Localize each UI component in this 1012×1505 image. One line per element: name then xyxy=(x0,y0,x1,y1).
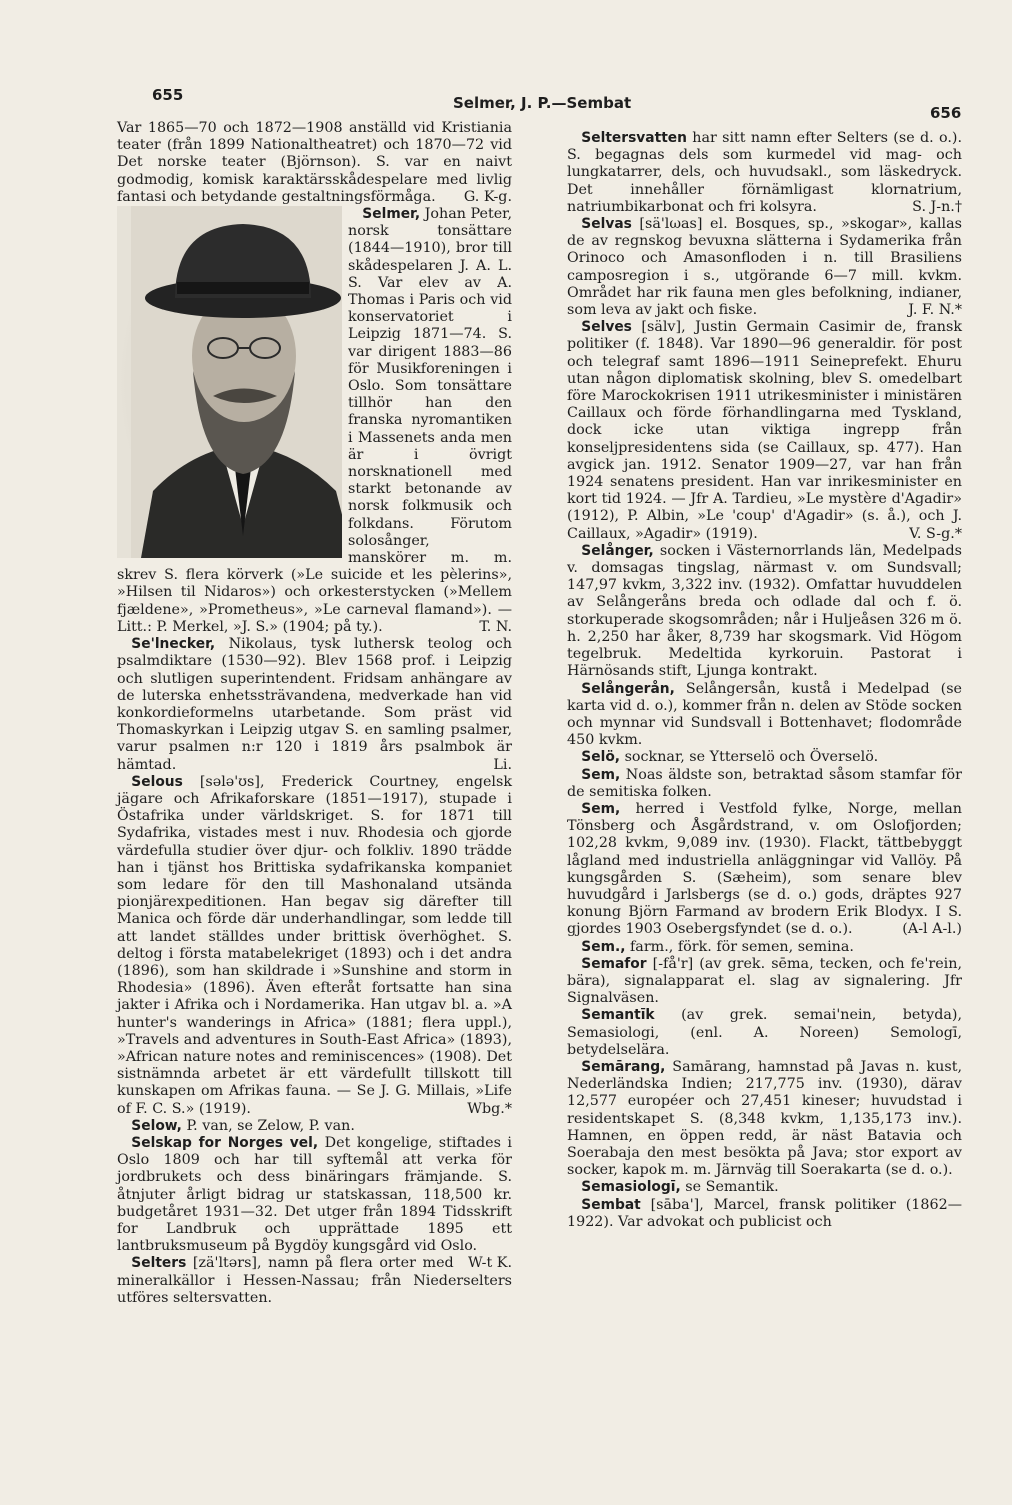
headword-sem-abbr: Sem., xyxy=(581,938,626,955)
headword-selangeran: Selångerån, xyxy=(581,680,675,697)
headword-selmer: Selmer, xyxy=(362,206,421,223)
entry-selmer-j-a-l-tail: Var 1865—70 och 1872—1908 anställd vid Kristiania teater (från 1899 Nationaltheatret) och 1870—72 vid Det norske teater (Björnson). S. var en naivt godmodig, komisk karaktärsskådespelare med livlig fantasi och betydande gestaltningsförmåga. G. K-g. xyxy=(117,120,512,205)
entry-selves: Selves [sälv], Justin Germain Casimir de, fransk politiker (f. 1848). Var 1890—96 generaldir. för post och telegraf samt 1896—1911 Seineprefekt. Ehuru utan någon diplomatisk skolning, blev S. omedelbart före Marockokrisen 1911 utrikesminister i ministären Caillaux och förde förhandlingarna med Tyskland, dock icke utan viktiga ingrepp från konseljpresidentens sida (se Caillaux, sp. 477). Han avgick jan. 1912. Senator 1909—27, var han från 1924 senatens president. Han var inrikesminister en kort tid 1924. — Jfr A. Tardieu, »Le mystère d'Agadir» (1912), P. Albin, »Le 'coup' d'Agadir» (s. å.), och J. Caillaux, »Agadir» (1919). V. S-g.* xyxy=(567,319,962,542)
entry-selters: Selters [zä'ltərs], namn på flera orter med mineralkällor i Hessen-Nassau; från Niederselters utföres seltersvatten. xyxy=(117,1255,512,1306)
page-number-right: 656 xyxy=(930,104,962,122)
entry-selanger: Selånger, socken i Västernorrlands län, Medelpads v. domsagas tingslag, närmast v. om Sundsvall; 147,97 kvkm, 3,322 inv. (1932). Omfattar huvuddelen av Selångeråns breda och odlade dal och f. ö. storkuperade skogsområden; når i Huljeåsen 326 m ö. h. 2,250 har åker, 8,739 har skogsmark. Vid Högom tegelbruk. Medeltida kyrkoruin. Pastorat i Härnösands stift, Ljunga kontrakt. xyxy=(567,542,962,680)
entry-semantik: Semantīk (av grek. semai'nein, betyda), Semasiologi, (enl. A. Noreen) Semologī, betydelselära. xyxy=(567,1007,962,1058)
entry-sem-abbr: Sem., farm., förk. för semen, semina. xyxy=(581,938,854,955)
entry-selvas: Selvas [sä'lωas] el. Bosques, sp., »skogar», kallas de av regnskog bevuxna slätterna i Sydamerika från Orinoco och Amasonfloden i n. till Brasiliens camposregion i s., utgörande 6—7 mill. kvkm. Området har rik fauna men gles befolkning, indianer, som leva av jakt och fiske. J. F. N.* xyxy=(567,216,962,319)
headword-selous: Selous xyxy=(131,773,183,790)
headword-semafor: Semafor xyxy=(581,955,647,972)
author-signature: S. J-n.† xyxy=(912,198,962,215)
headword-selanger: Selånger, xyxy=(581,542,654,559)
left-column xyxy=(117,120,512,1307)
portrait-photo xyxy=(117,206,342,558)
entry-sem-noas: Sem, Noas äldste son, betraktad såsom stamfar för de semitiska folken. xyxy=(567,766,962,800)
entry-selous: Selous [sələ'ʊs], Frederick Courtney, engelsk jägare och Afrikaforskare (1851—1917), stupade i Östafrika under världskriget. S. for 1871 till Sydafrika, vistades mest i nuv. Rhodesia och gjorde värdefulla studier över djur- och folkliv. 1890 trädde han i tjänst hos Brittiska sydafrikanska kompaniet som ledare för den till Mashonaland utsända pionjärexpeditionen. Han begav sig därefter till Manica och förde där underhandlingar, som ledde till att landet ställdes under brittisk överhöghet. S. deltog i första matabelekriget (1893) och i det andra (1896), som han skildrade i »Sunshine and storm in Rhodesia» (1896). Även efteråt fortsatte han sina jakter i Afrika och i Nordamerika. Han utgav bl. a. »A hunter's wanderings in Africa» (1881; flera uppl.), »Travels and adventures in South-East Africa» (1893), »African nature notes and reminiscences» (1908). Det sistnämnda arbetet är ett värdefullt tillskott till kunskapen om Afrikas fauna. — Se J. G. Millais, »Life of F. C. S.» (1919). Wbg.* xyxy=(117,773,512,1117)
headword-selow: Selow, xyxy=(131,1117,182,1134)
author-signature: V. S-g.* xyxy=(909,525,962,542)
headword-semantik: Semantīk xyxy=(581,1007,655,1024)
entry-selo: Selö, socknar, se Ytterselö och Överselö. xyxy=(581,749,879,766)
entry-selnecker: Se'lnecker, Nikolaus, tysk luthersk teolog och psalmdiktare (1530—92). Blev 1568 prof. i Leipzig och slutligen superintendent. Fridsam anhängare av de luterska enhetssträvandena, medverkade han vid konkordieformelns utarbetande. Som präst vid Thomaskyrkan i Leipzig utgav S. en samling psalmer, varur psalmen n:r 120 i 1819 års psalmbok är hämtad. Li. xyxy=(117,636,512,773)
running-title: Selmer, J. P.—Sembat xyxy=(453,94,632,112)
entry-semarang: Semārang, Samārang, hamnstad på Javas n. kust, Nederländska Indien; 217,775 inv. (1930), därav 12,577 européer och 27,451 kineser; huvudstad i residentskapet S. (8,348 kvkm, 1,135,173 inv.). Hamnen, en öppen redd, är näst Batavia och Soerabaja den mest besökta på Java; stor export av socker, kapok m. m. Järnväg till Soerakarta (se d. o.). xyxy=(567,1058,962,1179)
author-signature: Li. xyxy=(493,756,512,773)
portrait-figure xyxy=(131,206,342,558)
headword-sembat: Sembat xyxy=(581,1196,641,1213)
headword-sem: Sem, xyxy=(581,800,621,817)
headword-selters: Selters xyxy=(131,1255,187,1272)
headword-selo: Selö, xyxy=(581,749,621,766)
author-signature: (A-l A-l.) xyxy=(902,921,962,938)
headword-selskap: Selskap for Norges vel, xyxy=(131,1134,319,1151)
headword-sem: Sem, xyxy=(581,766,621,783)
entry-sem-herred: Sem, herred i Vestfold fylke, Norge, mellan Tönsberg och Åsgårdstrand, v. om Oslofjorden; 102,28 kvkm, 9,089 inv. (1930). Flackt, tättbebyggt lågland med industriella anläggningar vid Vallöy. På kungsgården S. (Sæheim), som senare blev huvudgård i Jarlsbergs (se d. o.) gods, dräptes 927 konung Björn Farmand av brodern Erik Blodyx. I S. gjordes 1903 Osebergsfyndet (se d. o.). (A-l A-l.) xyxy=(567,800,962,938)
entry-sembat: Sembat [sāba'], Marcel, fransk politiker (1862—1922). Var advokat och publicist och xyxy=(567,1196,962,1230)
entry-selow: Selow, P. van, se Zelow, P. van. xyxy=(131,1117,355,1134)
entry-selangeran: Selångerån, Selångersån, kustå i Medelpad (se karta vid d. o.), kommer från n. delen av Stöde socken och mynnar vid Sundsvall i Bottenhavet; flodområde 450 kvkm. xyxy=(567,680,962,749)
headword-seltersvatten: Seltersvatten xyxy=(581,130,687,146)
right-column xyxy=(567,130,962,1231)
headword-selvas: Selvas xyxy=(581,216,632,233)
author-signature: J. F. N.* xyxy=(908,302,962,319)
headword-semarang: Semārang, xyxy=(581,1058,666,1075)
author-signature: G. K-g. xyxy=(463,188,512,205)
entry-selmer-johan-peter: Selmer, Johan Peter, norsk tonsättare (1844—1910), bror till skådespelaren J. A. L. S. Var elev av A. Thomas i Paris och vid konservatoriet i Leipzig 1871—74. S. var dirigent 1883—86 för Musikforeningen i Oslo. Som tonsättare tillhör han den franska nyromantiken i Massenets anda men är i övrigt norsknationell med starkt betonande av norsk folkmusik och folkdans. Förutom solosånger, manskörer m. m. skrev S. flera körverk (»Le suicide et les pèlerins», »Hilsen til Nidaros») och orkesterstycken (»Mellem fjældene», »Prometheus», »Le carneval flamand»). — Litt.: P. Merkel, »J. S.» (1904; på ty.). T. N. xyxy=(117,206,512,635)
headword-semasiologi: Semasiologī, xyxy=(581,1179,681,1196)
headword-selves: Selves xyxy=(581,319,632,336)
entry-selskap: Selskap for Norges vel, Det kongelige, stiftades i Oslo 1809 och har till syftemål att verka för jordbrukets och dess binäringars främjande. S. åtnjuter årligt bidrag ur statskassan, 118,500 kr. budgetåret 1931—32. Det utger från 1894 Tidsskrift for Landbruk och upprättade 1895 ett lantbruksmuseum på Bygdöy kungsgård vid Oslo. W-t K. xyxy=(117,1134,513,1272)
page-header xyxy=(120,86,962,122)
author-signature: W-t K. xyxy=(467,1255,512,1272)
author-signature: Wbg.* xyxy=(467,1100,512,1117)
page-number-left: 655 xyxy=(152,86,184,104)
entry-semafor: Semafor [-få'r] (av grek. sēma, tecken, och fe'rein, bära), signalapparat el. slag av signalering. Jfr Signalväsen. xyxy=(567,955,962,1007)
headword-selnecker: Se'lnecker, xyxy=(131,636,216,653)
author-signature: T. N. xyxy=(479,618,512,635)
entry-seltersvatten: Seltersvatten har sitt namn efter Selters (se d. o.). S. begagnas dels som kurmedel vid mag- och lungkatarrer, dels, och huvudsakl., som läskedryck. Det innehåller förnämligast klornatrium, natriumbikarbonat och fri kolsyra. S. J-n.† xyxy=(567,130,962,215)
entry-semasiologi: Semasiologī, se Semantik. xyxy=(581,1179,779,1196)
